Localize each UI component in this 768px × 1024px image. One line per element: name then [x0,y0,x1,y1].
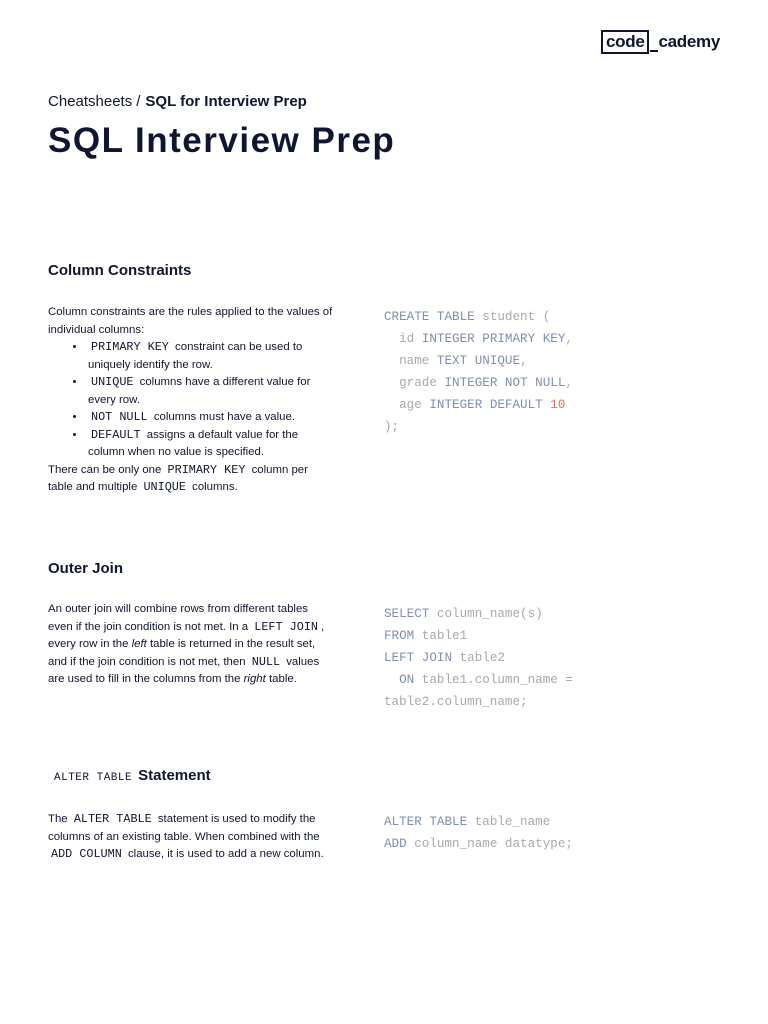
list-item [86,374,333,409]
inline-code: ADD COLUMN [51,847,122,861]
code-text: name [384,354,437,368]
code-block-outer-join [384,603,573,713]
section-heading-column-constraints: Column Constraints [48,262,192,279]
outro-text: column per table and multiple [48,463,308,493]
section-body-alter-table [48,811,333,864]
heading-text: Statement [138,767,211,784]
emphasis-text: left [131,638,147,650]
code-keyword: ADD [384,837,407,851]
paragraph-text: table. [268,673,297,685]
list-item-text: columns must have a value. [153,411,295,423]
heading-code: ALTER TABLE [54,772,133,784]
code-keyword: ALTER TABLE [384,815,468,829]
emphasis-text: right [243,673,266,685]
paragraph-text: The [48,813,68,825]
list-item-text: constraint can be used to uniquely identify the row. [88,341,303,371]
code-block-alter-table [384,811,573,855]
section-body-outer-join [48,601,333,689]
section-intro: Column constraints are the rules applied to the values of individual columns: [48,306,333,336]
code-keyword: TEXT UNIQUE [436,354,521,368]
code-text: , [565,376,573,390]
code-keyword: CREATE TABLE [384,310,475,324]
list-item-text: assigns a default value for the column when no value is specified. [88,428,299,458]
inline-code: UNIQUE [143,480,186,494]
logo-text: cademy [658,32,721,51]
list-item-text: columns have a different value for every row. [88,376,311,406]
breadcrumb-parent[interactable]: Cheatsheets [48,93,133,110]
outro-text: columns. [192,481,238,493]
inline-code: LEFT JOIN [254,619,318,634]
paragraph-text: , every row in the [48,620,325,650]
breadcrumb [48,93,307,110]
code-text: table1.column_name = [414,673,573,687]
list-item [86,427,333,462]
code-text: table1 [414,629,468,643]
paragraph-text: clause, it is used to add a new column. [127,848,324,860]
code-text: ); [384,420,400,434]
code-number: 10 [542,398,566,412]
code-text: grade [384,376,445,390]
paragraph-text: table is returned in the result set, and if the join condition is not met, then [48,638,316,668]
code-keyword: SELECT [384,607,430,621]
code-text: , [520,354,528,368]
section-heading-alter-table [48,767,211,784]
code-text: column_name datatype; [406,837,573,851]
logo-cursor [650,50,658,52]
code-keyword: ON [384,673,415,687]
code-text: age [384,398,430,412]
code-keyword: INTEGER PRIMARY KEY [421,332,566,346]
list-item [86,339,333,374]
code-keyword: INTEGER DEFAULT [429,398,543,412]
inline-code: PRIMARY KEY [91,340,169,354]
page-title: SQL Interview Prep [48,121,396,160]
code-block-create-table [384,306,573,438]
codecademy-logo[interactable] [601,30,720,54]
section-paragraph [48,811,333,864]
paragraph-text: statement is used to modify the columns of an existing table. When combined with the [48,813,320,843]
section-outro [48,462,333,497]
code-text: student ( [474,310,551,324]
code-text: , [565,332,573,346]
logo-boxed-text: code [601,30,649,54]
code-keyword: INTEGER NOT NULL [444,376,566,390]
outro-text: There can be only one [48,463,162,476]
code-keyword: LEFT JOIN [384,651,453,665]
inline-code: DEFAULT [91,427,141,442]
inline-code: NULL [251,654,281,669]
paragraph-text: values are used to fill in the columns from the [48,655,320,685]
constraint-list [48,339,333,462]
inline-code: NOT NULL [91,410,148,424]
section-paragraph [48,601,333,689]
breadcrumb-current: SQL for Interview Prep [145,93,307,110]
code-text: id [384,332,422,346]
breadcrumb-separator: / [136,93,141,110]
code-text: table2 [452,651,505,665]
code-text: table2.column_name; [384,695,528,709]
paragraph-text: An outer join will combine rows from different tables even if the join condition is not met. In a [48,603,308,633]
code-keyword: FROM [384,629,415,643]
section-heading-outer-join: Outer Join [48,560,124,577]
section-body-column-constraints [48,304,333,497]
inline-code: ALTER TABLE [73,812,152,826]
list-item [86,409,333,427]
inline-code: UNIQUE [91,375,134,389]
code-text: column_name(s) [429,607,543,621]
inline-code: PRIMARY KEY [167,462,246,477]
code-text: table_name [467,815,551,829]
